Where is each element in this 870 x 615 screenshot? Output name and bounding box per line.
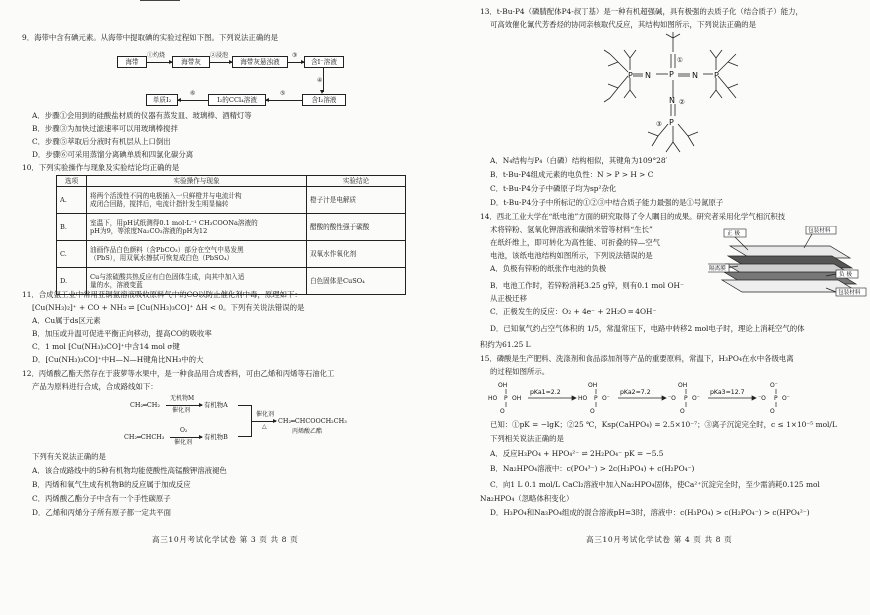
svg-text:HO: HO <box>488 395 498 402</box>
q10-table <box>56 175 406 295</box>
q13-option-a: A．N₄结构与P₄（白磷）结构相似，其键角为109°28′ <box>490 156 668 165</box>
q13-option-d: D．t-Bu-P4分子中所标记的①②③中结合质子能力最强的是①号氮原子 <box>490 198 724 207</box>
table-cell <box>87 187 307 214</box>
q14-option-d: D．已知氧气约占空气体积的 1/5，常温常压下，电路中转移2 mol电子时，理论上消耗空气的体 <box>490 324 805 333</box>
q13-stem-1: 13．t-Bu-P4（磷腈配体P4-叔丁基）是一种有机超强碱，具有极强的去质子化（结合质子）能力， <box>480 7 803 16</box>
q9-option-b: B．步骤③为加快过滤速率可以用玻璃棒搅拌 <box>32 124 178 133</box>
flow-box-ash: 海带灰 <box>172 56 210 68</box>
q14-paper-battery-figure <box>708 226 868 298</box>
cell-line: Cu与浓硫酸共热反应有白色固体生成，向其中加入适 <box>90 273 245 281</box>
flow-label-1: ①灼烧 <box>147 52 166 59</box>
table-cell: B. <box>57 214 87 241</box>
route-arrow-2 <box>170 437 202 438</box>
q11-stem-2: [Cu(NH₃)₂]⁺ + CO + NH₃ ⇌ [Cu(NH₃)₃CO]⁺ ΔH < 0。下列有关说法错误的是 <box>32 303 305 312</box>
table-cell: C. <box>57 241 87 268</box>
route-reactant-propylene: CH₂═CHCH₃ <box>124 433 165 441</box>
cell-line: 油画作品白色颜料（含PbCO₃）部分在空气中易发黑 <box>90 246 244 254</box>
flow-label-2: ②浸泡 <box>210 52 229 59</box>
svg-text:O⁻: O⁻ <box>692 395 700 402</box>
flow-arrow-6 <box>178 100 208 101</box>
svg-text:OH: OH <box>588 382 598 389</box>
pka3-label: pKa3=12.7 <box>710 389 745 396</box>
q15-known: 已知：①pK = −lgK；②25 ℃，Ksp(CaHPO₄) = 2.5×10⁻⁷；③离子沉淀完全时，c ≤ 1×10⁻⁵ mol/L <box>490 420 837 429</box>
q11-option-c: C．1 mol [Cu(NH₃)₃CO]⁺中含14 mol σ键 <box>32 342 180 351</box>
atom-p: P <box>669 118 674 127</box>
pka2-label: pKa2=7.2 <box>620 389 651 396</box>
atom-p: P <box>714 71 719 80</box>
page-3 <box>0 0 430 615</box>
battery-pack-label-top: 包装材料 <box>808 228 831 234</box>
battery-negative-label: 负 极 <box>839 272 852 278</box>
q9-stem: 9．海带中含有碘元素。从海带中提取碘的实验过程如下图。下列说法正确的是 <box>22 33 278 42</box>
route-product-b: 有机物B <box>204 433 228 441</box>
flow-box-iodide: 含I⁻溶液 <box>304 56 344 68</box>
q15-option-a: A．反应H₃PO₄ + HPO₄²⁻ ⇌ 2H₂PO₄⁻ pK = −5.5 <box>490 449 664 458</box>
q11-stem-1: 11．合成氨工业中常用亚铜氨溶液吸收原料气中的CO以防止催化剂中毒，原理如下： <box>22 290 302 299</box>
marker-3: ③ <box>656 120 662 128</box>
flow-arrow-2 <box>210 62 232 63</box>
q9-option-c: C．步骤⑤萃取后分液时有机层从上口倒出 <box>32 137 171 146</box>
table-cell: 醋酸的酸性强于碳酸 <box>307 214 406 241</box>
flow-box-iodine: 单质I₂ <box>146 94 178 106</box>
route-cond-3a: 催化剂 <box>256 411 275 418</box>
table-row <box>57 241 406 268</box>
svg-text:O: O <box>680 408 685 415</box>
route-reactant-ethylene: CH₂═CH₂ <box>130 401 160 409</box>
table-row <box>57 214 406 241</box>
q13-molecule-structure <box>588 32 758 156</box>
q11-option-d: D．[Cu(NH₃)₃CO]⁺中H—N—H键角比NH₃中的大 <box>32 355 204 364</box>
q14-stem-1: 14．西北工业大学在“纸电池”方面的研究取得了令人瞩目的成果。研究者采用化学气相沉积技 <box>480 212 786 221</box>
q15-ionization-scheme <box>488 380 838 416</box>
route-cond-2b: 催化剂 <box>174 439 193 446</box>
svg-text:⁻O: ⁻O <box>668 395 676 402</box>
flow-arrow-5 <box>266 100 302 101</box>
svg-text:P: P <box>774 395 778 402</box>
q14-stem-3: 在纸纤维上，即可转化为高性能、可折叠的锌—空气 <box>490 238 660 247</box>
table-cell: D. <box>57 268 87 295</box>
q15-stem-1: 15．磷酸是生产肥料、洗涤剂和食品添加剂等产品的重要原料，常温下，H₃PO₄在水中各级电离 <box>480 354 794 363</box>
battery-pack-label-bottom: 包装材料 <box>838 290 861 296</box>
svg-text:O: O <box>770 408 775 415</box>
route-arrow-3 <box>252 421 276 422</box>
q14-option-d-cont: 积约为61.25 L <box>480 340 531 349</box>
flow-arrow-4 <box>323 68 324 92</box>
atom-p: P <box>669 70 674 79</box>
q14-option-a: A．负极有锌粉的纸张作电池的负极 <box>490 264 607 273</box>
route-cond-1b: 催化剂 <box>172 407 191 414</box>
svg-text:⁻O: ⁻O <box>758 395 766 402</box>
table-cell: 橙子汁是电解质 <box>307 187 406 214</box>
svg-text:P: P <box>594 395 598 402</box>
cell-line: 量的水，溶液变蓝 <box>90 281 143 290</box>
q13-option-c: C．t-Bu-P4分子中磷原子均为sp²杂化 <box>490 184 617 193</box>
q12-stem-2: 产品为原料进行合成，合成路线如下： <box>32 382 158 391</box>
atom-n: N <box>669 96 675 105</box>
pka1-label: pKa1=2.2 <box>530 389 561 396</box>
flow-box-ccl4: I₂的CCl₄溶液 <box>208 94 266 106</box>
q14-option-c: C．正极发生的反应：O₂ + 4e⁻ + 2H₂O ═ 4OH⁻ <box>490 307 657 316</box>
q12-option-a: A．该合成路线中的5种有机物均能使酸性高锰酸钾溶液褪色 <box>32 466 227 475</box>
cell-line: （PbS），用双氧水擦拭可恢复成白色（PbSO₄） <box>90 254 234 263</box>
flow-arrow-3 <box>288 62 304 63</box>
page-footer-4: 高三10月考试化学试卷 第 4 页 共 8 页 <box>586 535 733 544</box>
q15-option-c-cont: Na₂HPO₄（忽略体积变化） <box>480 494 574 503</box>
flow-arrow-1 <box>147 62 172 63</box>
q12-option-c: C．丙烯酸乙酯分子中含有一个手性碳原子 <box>32 494 171 503</box>
table-cell <box>87 241 307 268</box>
svg-text:OH: OH <box>498 382 508 389</box>
q12-option-b: B．丙烯和氧气生成有机物B的反应属于加成反应 <box>32 480 191 489</box>
svg-text:O⁻: O⁻ <box>782 395 790 402</box>
q15-question: 下列相关说法正确的是 <box>490 434 564 443</box>
route-final-product-name: 丙烯酸乙酯 <box>292 428 323 435</box>
battery-positive-label: 正 极 <box>727 231 740 237</box>
marker-2: ② <box>679 98 685 106</box>
svg-text:P: P <box>504 395 508 402</box>
svg-text:O⁻: O⁻ <box>770 382 778 389</box>
cell-line: pH为9，等浓度Na₂CO₃溶液的pH为12 <box>90 227 208 236</box>
svg-text:O: O <box>500 408 505 415</box>
battery-separator-label: 隔离膜 <box>709 266 726 272</box>
q13-stem-2: 可高效催化氰代芳香烃的协同亲核取代反应，其结构如图所示，下列说法正确的是 <box>490 20 757 29</box>
q11-option-b: B．加压或升温可促进平衡正向移动，提高CO的吸收率 <box>32 329 212 338</box>
atom-p: P <box>628 71 633 80</box>
q9-option-a: A．步骤①会用到的硅酸盐材质的仪器有蒸发皿、玻璃棒、酒精灯等 <box>32 111 252 120</box>
q12-option-d: D．乙烯和丙烯分子所有原子都一定共平面 <box>32 508 171 517</box>
table-header-row <box>57 176 406 187</box>
flow-box-kelp: 海带 <box>117 56 147 68</box>
flow-label-6: ⑥ <box>190 90 196 97</box>
flow-label-4: ④ <box>317 77 323 84</box>
svg-text:O: O <box>590 408 595 415</box>
atom-n: N <box>692 71 698 80</box>
svg-text:O⁻: O⁻ <box>602 395 610 402</box>
marker-1: ① <box>677 56 683 64</box>
page-footer-3: 高三10月考试化学试卷 第 3 页 共 8 页 <box>152 535 299 544</box>
route-cond-3b: △ <box>262 423 267 430</box>
cell-line: 将两个活泼性不同的电极插入一只鲜橙并与电流计构 <box>90 192 242 200</box>
page-4 <box>438 0 870 615</box>
svg-text:P: P <box>684 395 688 402</box>
atom-n: N <box>645 71 651 80</box>
table-cell: A. <box>57 187 87 214</box>
q12-question: 下列有关说法正确的是 <box>32 452 106 461</box>
svg-text:OH: OH <box>512 395 522 402</box>
cell-line: 成闭合回路，搅拌后，电流计指针发生明显偏转 <box>90 200 229 209</box>
q15-option-b: B．Na₂HPO₄溶液中：c(PO₄³⁻) > 2c(H₃PO₄) + c(H₂PO₄⁻) <box>490 464 695 473</box>
cell-line: 室温下，用pH试纸测得0.1 mol·L⁻¹ CH₃COONa溶液的 <box>90 219 258 227</box>
table-row <box>57 187 406 214</box>
route-final-product: CH₂═CHCOOCH₂CH₃ <box>278 417 347 425</box>
top-rule <box>140 0 180 4</box>
q10-stem: 10．下列实验操作与现象及实验结论均正确的是 <box>22 163 180 172</box>
q14-stem-2: 术将锌粉、氢氧化钾溶液和碳纳米管等材料“生长” <box>490 225 653 234</box>
table-cell <box>87 214 307 241</box>
q11-option-a: A．Cu属于ds区元素 <box>32 316 101 325</box>
q9-option-d: D．步骤⑥可采用蒸馏分离碘单质和四氯化碳分离 <box>32 150 194 159</box>
q14-stem-4: 电池，该纸电池结构如图所示，下列说法错误的是 <box>490 251 653 260</box>
table-header: 选项 <box>57 176 87 187</box>
flow-label-3: ③ <box>292 52 298 59</box>
table-cell: 白色固体是CuSO₄ <box>307 268 406 295</box>
route-product-a: 有机物A <box>204 401 228 409</box>
flow-box-suspension: 海带灰悬浊液 <box>232 56 288 68</box>
route-merge-bracket <box>238 405 252 437</box>
svg-text:OH: OH <box>678 382 688 389</box>
route-cond-2a: O₂ <box>180 427 188 434</box>
q13-option-b: B．t-Bu-P4组成元素的电负性：N > P > H > C <box>490 170 654 179</box>
table-header: 实验操作与现象 <box>87 176 307 187</box>
route-arrow-1 <box>166 405 202 406</box>
route-cond-1a: 无机物M <box>170 395 195 402</box>
q12-stem-1: 12．丙烯酸乙酯天然存在于菠萝等水果中，是一种食品用合成香料，可由乙烯和丙烯等石油化工 <box>22 369 335 378</box>
table-header: 实验结论 <box>307 176 406 187</box>
q15-stem-2: 的过程如图所示。 <box>490 367 550 376</box>
flow-box-iodine-solution: 含I₂溶液 <box>302 94 346 106</box>
q14-option-b-cont: 从正极迁移 <box>490 294 527 303</box>
svg-text:HO: HO <box>578 395 588 402</box>
q15-option-d: D．H₃PO₄和Na₃PO₄组成的混合溶液pH=3时，溶液中：c(H₃PO₄) > c(H₂PO₄⁻) > c(HPO₄²⁻) <box>490 508 810 517</box>
table-cell: 双氧水作氧化剂 <box>307 241 406 268</box>
q15-option-c: C．向1 L 0.1 mol/L CaCl₂溶液中加入Na₂HPO₄固体，使Ca²⁺沉淀完全时，至少需消耗0.125 mol <box>490 480 820 489</box>
flow-label-5: ⑤ <box>280 90 286 97</box>
q14-option-b: B．电池工作时，若锌粉消耗3.25 g锌，则有0.1 mol OH⁻ <box>490 281 684 290</box>
